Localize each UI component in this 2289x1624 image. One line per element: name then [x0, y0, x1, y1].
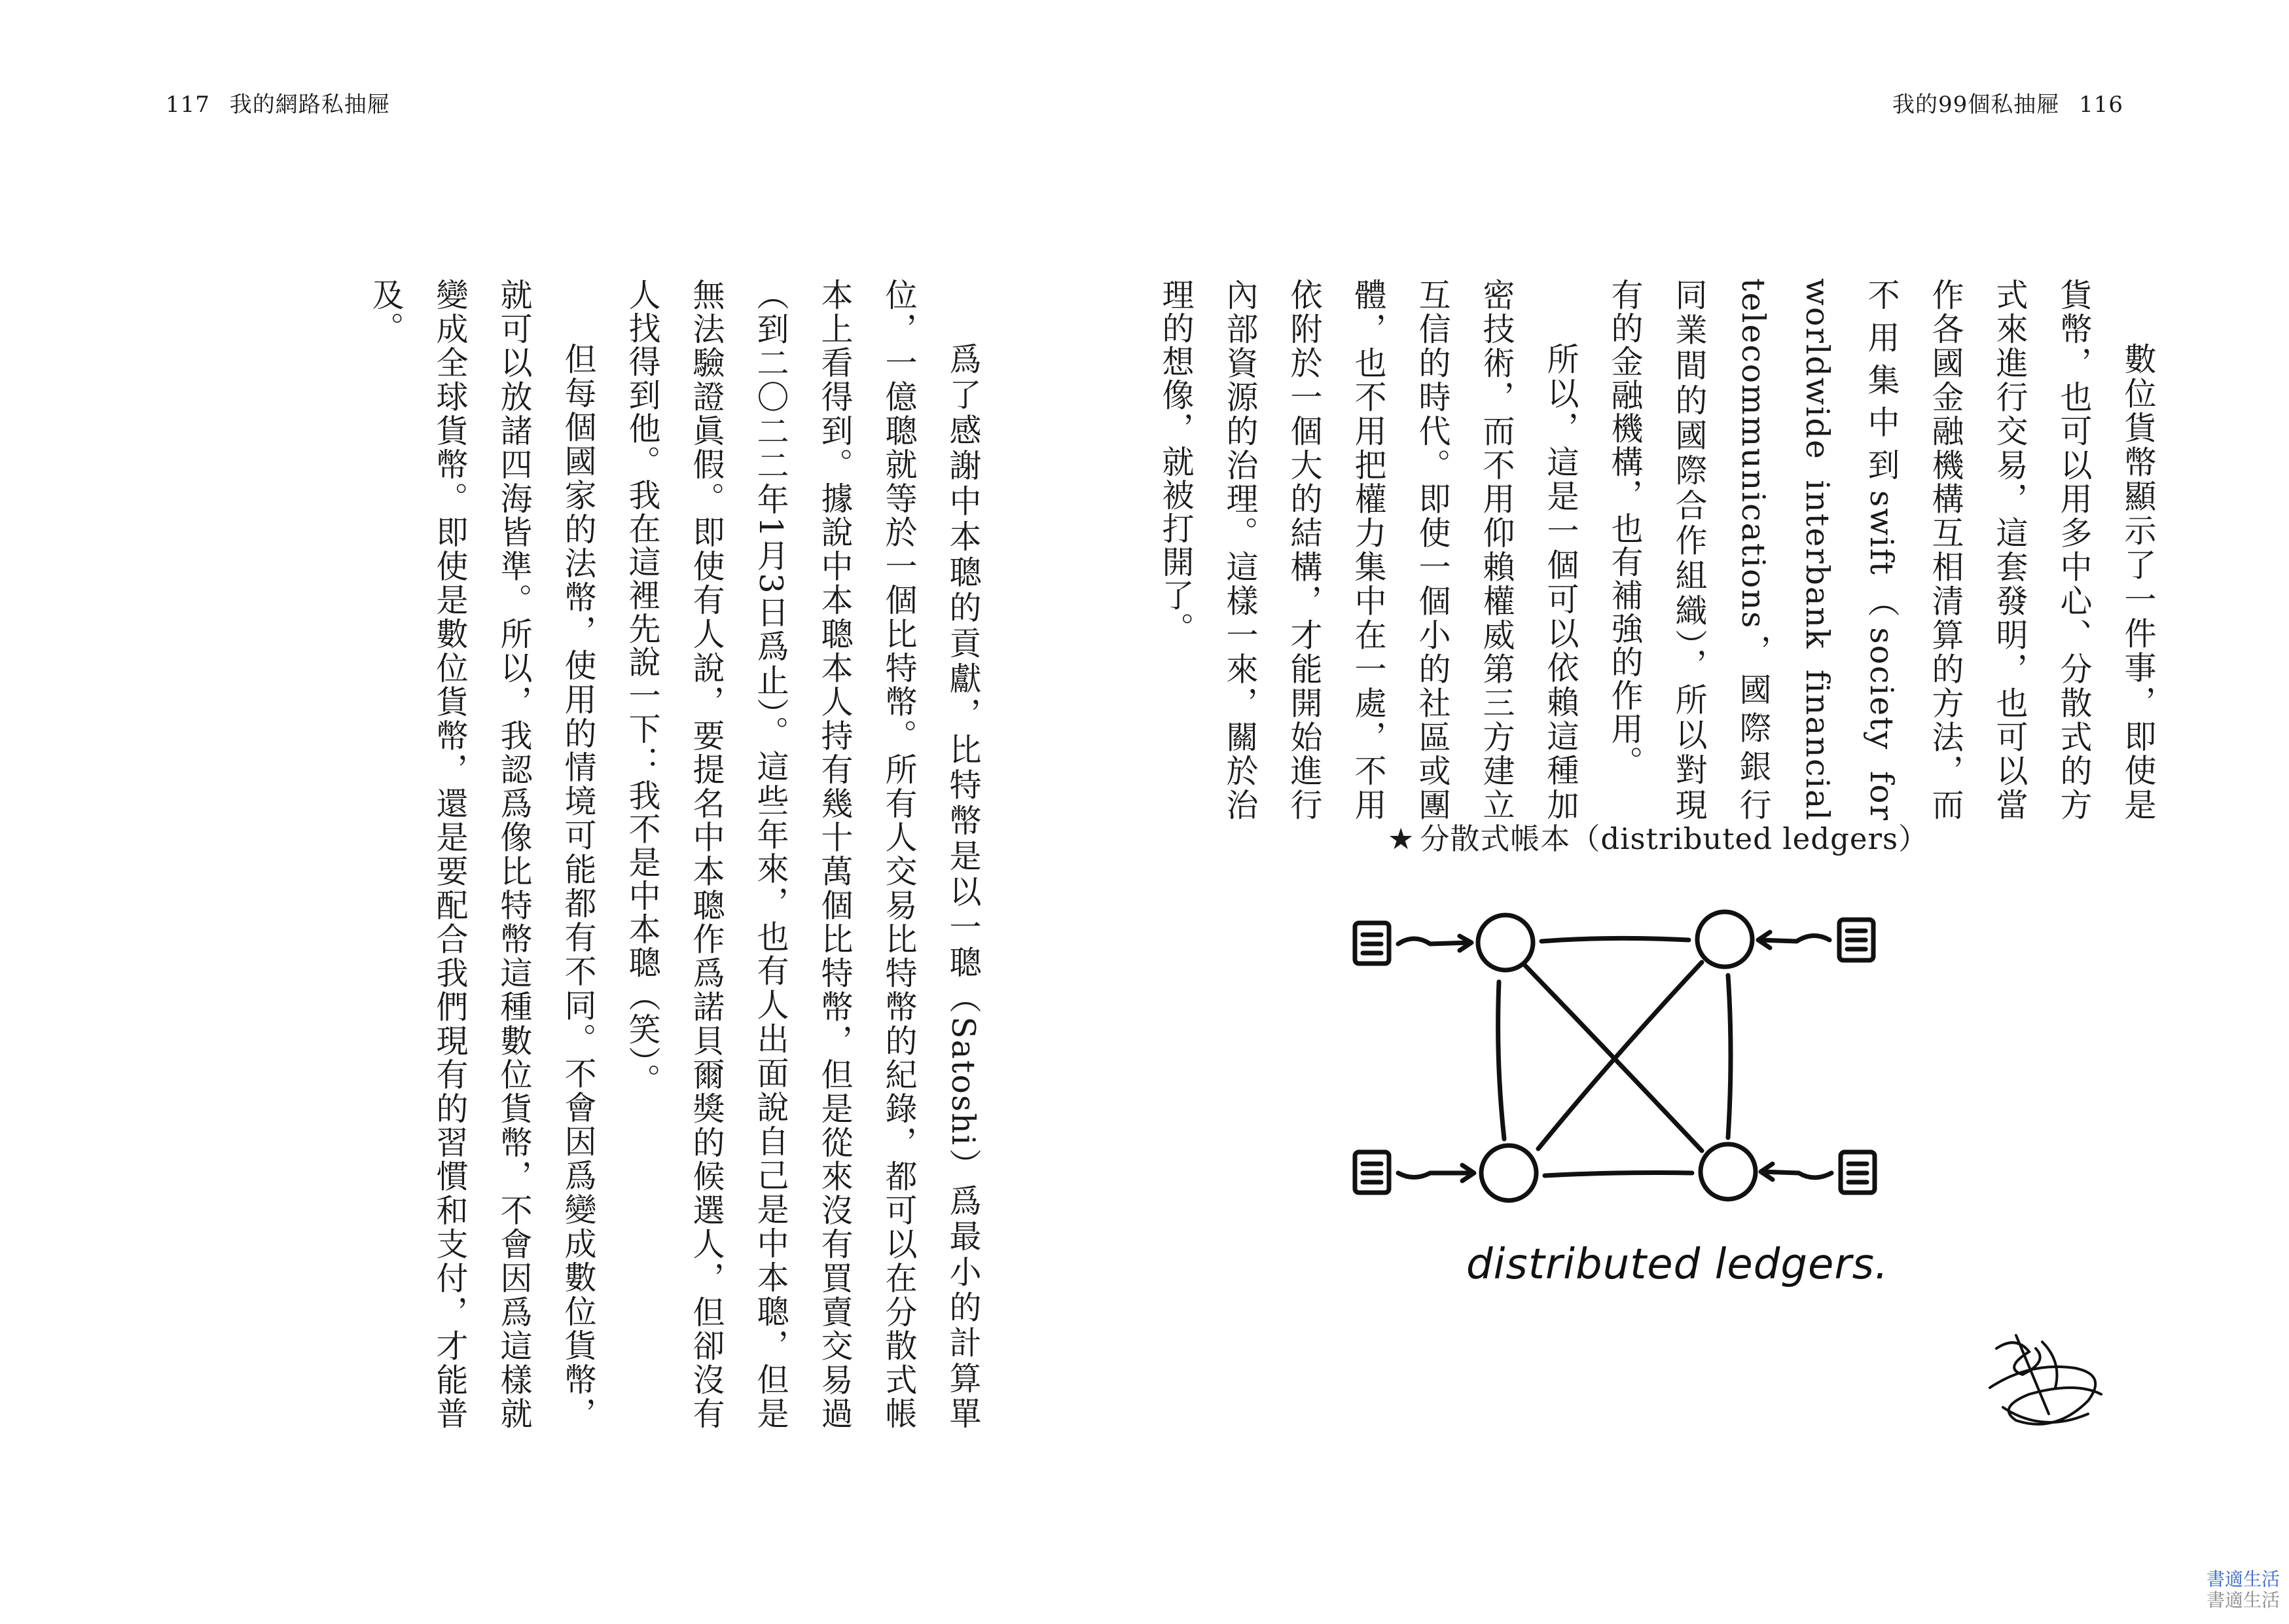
left-paragraph-1: 爲了感謝中本聰的貢獻，比特幣是以一聰（Satoshi）爲最小的計算單位，一億聰就等於一個比特幣。所有人交易比特幣的紀錄，都可以在分散式帳本上看得到。據說中本聰本人持有幾十萬個比特幣，但是從來沒有買賣交易過（到二〇二二年1月3日爲止）。這些年來，也有人出面說自己是中本聰，但是無法驗證眞假。即使有人說，要提名中本聰作爲諾貝爾獎的候選人，但卻沒有人找得到他。我在這裡先說一下：我不是中本聰（笑）。 — [624, 278, 982, 1430]
node-bottom-left — [1481, 1146, 1536, 1200]
right-paragraph-1: 數位貨幣顯示了一件事，即使是貨幣，也可以用多中心、分散式的方式來進行交易，這套發明，也可以當作各國金融機構互相清算的方法，而不用集中到swift（society for worldwide interbank financial telecommunications，國際銀行同業間的國際合作組織），所以對現有的金融機構，也有補強的作用。 — [1606, 278, 2157, 821]
right-page-body — [1157, 278, 2170, 821]
publisher-watermark — [2207, 1569, 2280, 1611]
edge-bottom — [1545, 1173, 1692, 1176]
star-icon: ★ — [1388, 821, 1415, 856]
right-paragraph-2: 所以，這是一個可以依賴這種加密技術，而不用仰賴權威第三方建立互信的時代。即使一個小的社區或團體，也不用把權力集中在一處，不用依附於一個大的結構，才能開始進行內部資源的治理。這樣一來，關於治理的想像，就被打開了。 — [1157, 278, 1579, 821]
left-paragraph-2: 但每個國家的法幣，使用的情境可能都有不同。不會因爲變成數位貨幣，就可以放諸四海皆準。所以，我認爲像比特幣這種數位貨幣，不會因爲這樣就變成全球貨幣。即使是數位貨幣，還是要配合我們現有的習慣和支付，才能普及。 — [367, 278, 597, 1430]
right-page-number: 116 — [2079, 92, 2123, 118]
left-page-number: 117 — [166, 92, 210, 118]
watermark-line-2: 書適生活 — [2206, 1589, 2280, 1611]
ledger-icon-top-right — [1758, 920, 1873, 960]
ledger-icon-bottom-right — [1761, 1152, 1875, 1193]
left-page-body — [367, 278, 995, 1430]
handwritten-signature-icon — [1977, 1322, 2121, 1447]
left-page-header — [154, 86, 390, 118]
edge-top — [1541, 938, 1689, 941]
edge-diagonal-2 — [1538, 962, 1702, 1149]
ledger-icon-bottom-left — [1355, 1152, 1474, 1193]
diagram-handwritten-label: distributed ledgers. — [1466, 1240, 1889, 1289]
node-bottom-right — [1701, 1144, 1756, 1199]
watermark-line-1: 書適生活 — [2206, 1568, 2280, 1590]
edge-right — [1728, 975, 1731, 1138]
node-top-right — [1697, 912, 1752, 967]
node-top-left — [1478, 915, 1533, 970]
distributed-ledger-diagram — [1335, 890, 1898, 1257]
ledger-icon-top-left — [1355, 923, 1471, 964]
right-page-header — [1892, 86, 2135, 118]
left-page-title: 我的網路私抽屜 — [229, 92, 390, 118]
figure-caption — [1388, 815, 1928, 857]
edge-left — [1498, 982, 1504, 1139]
right-page-title: 我的99個私抽屜 — [1892, 92, 2060, 118]
figure-caption-text: 分散式帳本（distributed ledgers） — [1420, 821, 1929, 856]
